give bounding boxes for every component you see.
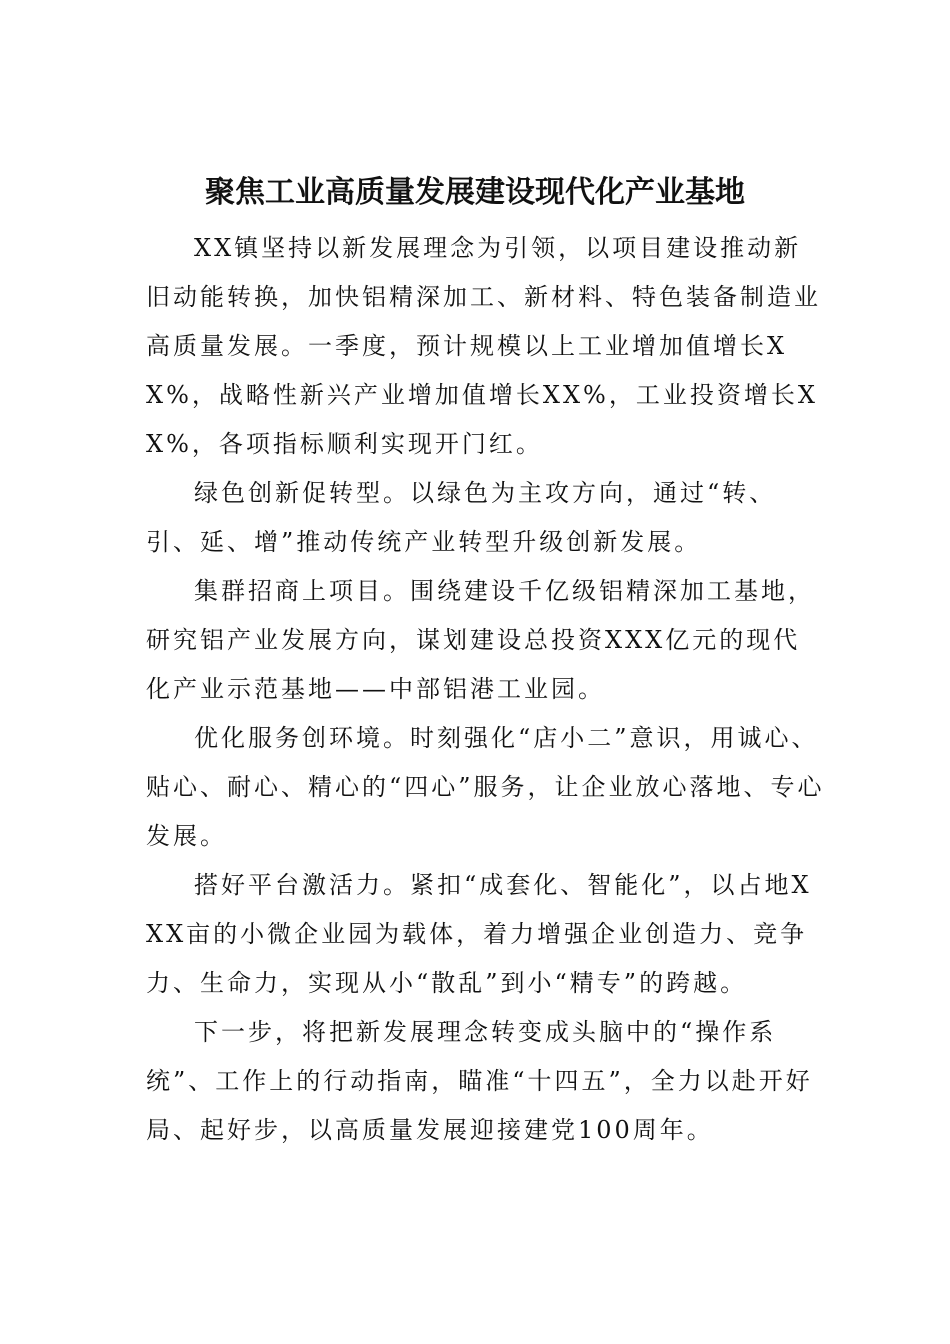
paragraph-service-environment: 优化服务创环境。时刻强化“店小二”意识，用诚心、贴心、耐心、精心的“四心”服务，让企业放心落地、专心发展。 xyxy=(146,724,825,850)
paragraph-cluster-investment: 集群招商上项目。围绕建设千亿级铝精深加工基地，研究铝产业发展方向，谋划建设总投资XXX亿元的现代化产业示范基地——中部铝港工业园。 xyxy=(146,577,815,703)
document-body xyxy=(146,224,826,1155)
document-title: 聚焦工业高质量发展建设现代化产业基地 xyxy=(205,175,745,210)
paragraph-intro: XX镇坚持以新发展理念为引领，以项目建设推动新旧动能转换，加快铝精深加工、新材料、特色装备制造业高质量发展。一季度，预计规模以上工业增加值增长XX%，战略性新兴产业增加值增长XX%，工业投资增长XX%，各项指标顺利实现开门红。 xyxy=(146,234,821,458)
paragraph-green-innovation: 绿色创新促转型。以绿色为主攻方向，通过“转、引、延、增”推动传统产业转型升级创新发展。 xyxy=(146,479,777,556)
paragraph-platform-vitality: 搭好平台激活力。紧扣“成套化、智能化”，以占地XXX亩的小微企业园为载体，着力增强企业创造力、竞争力、生命力，实现从小“散乱”到小“精专”的跨越。 xyxy=(146,871,812,997)
paragraph-next-steps: 下一步，将把新发展理念转变成头脑中的“操作系统”、工作上的行动指南，瞄准“十四五”，全力以赴开好局、起好步，以高质量发展迎接建党100周年。 xyxy=(146,1018,813,1144)
